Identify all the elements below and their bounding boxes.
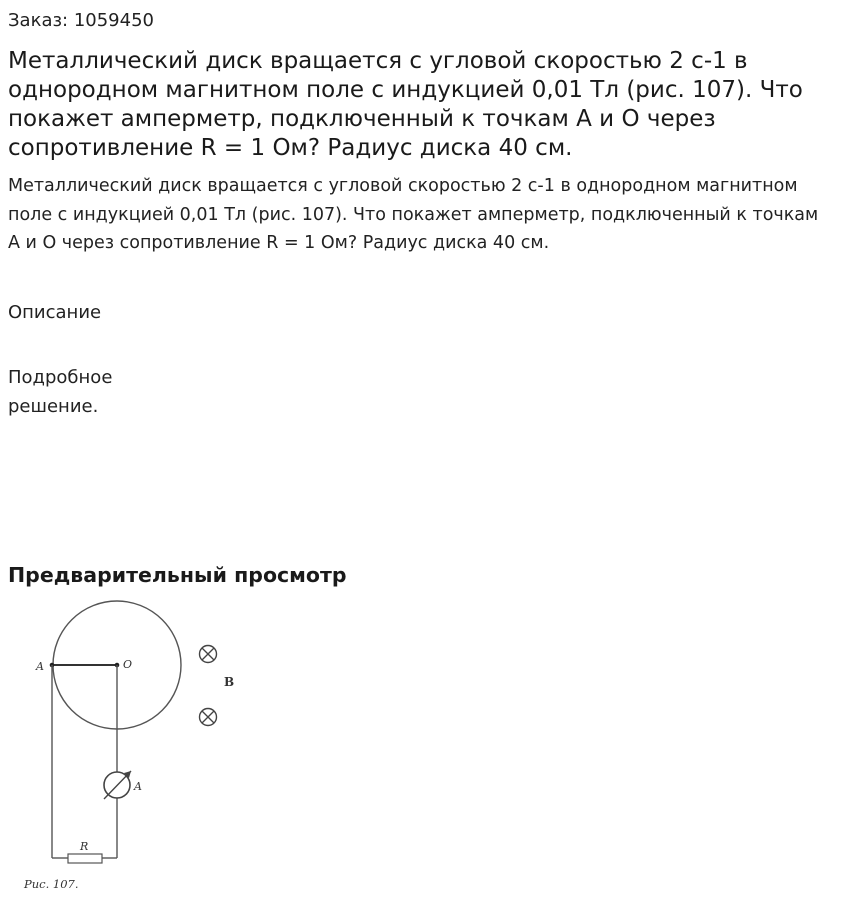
task-description: Металлический диск вращается с угловой скоростью 2 с-1 в однородном магнитном поле с индукцией 0,01 Тл (рис. 107). Что покажет амперметр, подключенный к точкам А и О через сопротивление R = 1 Ом? Радиус диска 40 см. bbox=[8, 176, 819, 253]
figure-caption: Рис. 107. bbox=[24, 877, 79, 891]
description-text: Подробное решение. bbox=[8, 367, 113, 417]
ammeter-icon bbox=[104, 771, 131, 799]
field-into-page-icon bbox=[200, 709, 217, 726]
point-o-label: O bbox=[123, 658, 133, 671]
resistor-label: R bbox=[80, 840, 89, 853]
preview-figure bbox=[20, 596, 250, 896]
description-label: Описание bbox=[8, 302, 102, 323]
ammeter-label: A bbox=[134, 780, 142, 793]
preview-heading: Предварительный просмотр bbox=[8, 563, 347, 587]
order-number: Заказ: 1059450 bbox=[8, 10, 154, 31]
circuit-diagram bbox=[20, 596, 250, 896]
point-a-label: A bbox=[36, 660, 44, 673]
resistor bbox=[68, 854, 102, 863]
field-into-page-icon bbox=[200, 646, 217, 663]
field-label: B bbox=[224, 675, 235, 689]
task-title: Металлический диск вращается с угловой скоростью 2 с-1 в однородном магнитном поле с индукцией 0,01 Тл (рис. 107). Что покажет амперметр, подключенный к точкам А и О через сопротивление R = 1 Ом? Радиус диска 40 см. bbox=[8, 48, 803, 161]
